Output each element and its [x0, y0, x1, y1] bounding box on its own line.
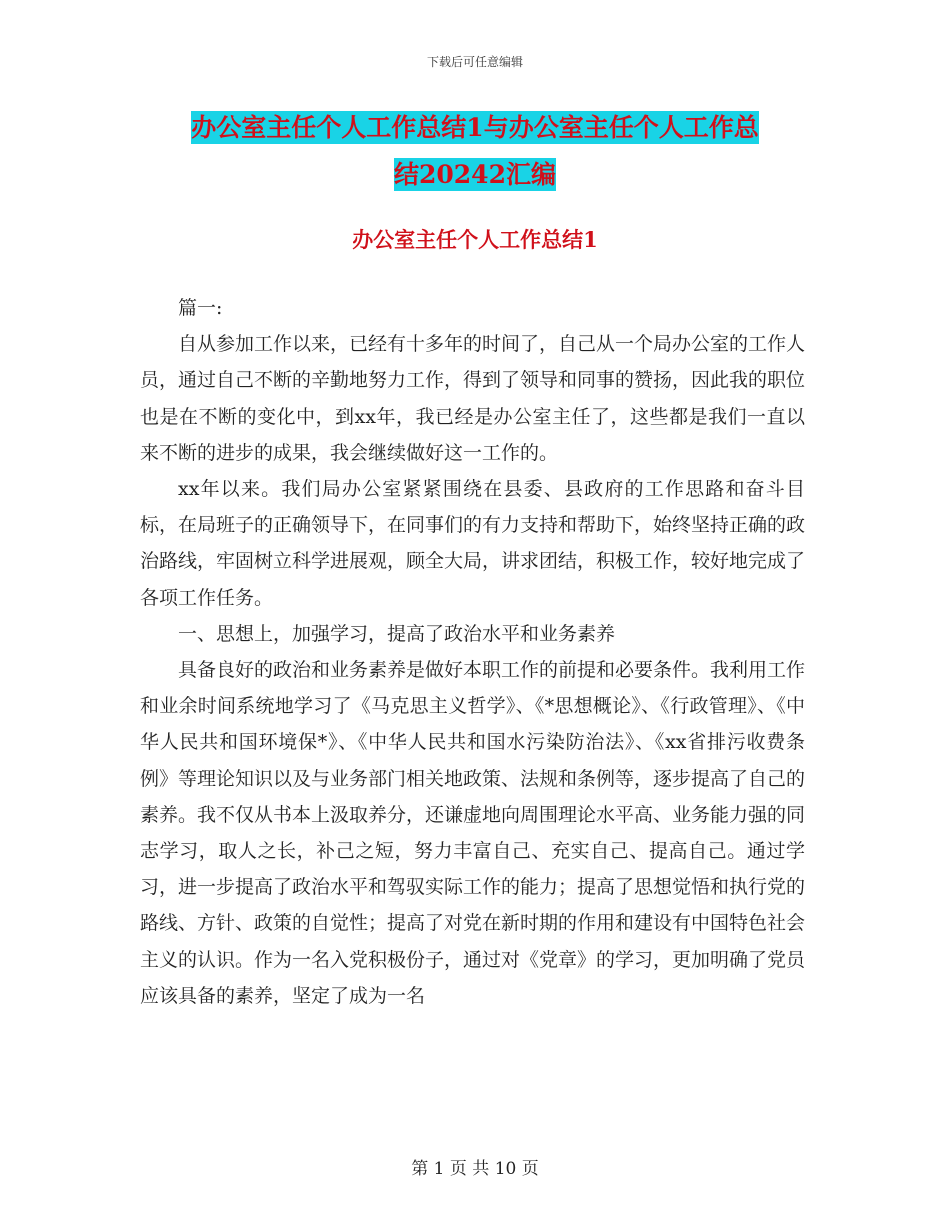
paragraph: 具备良好的政治和业务素养是做好本职工作的前提和必要条件。我利用工作和业余时间系统地学习了《马克思主义哲学》、《*思想概论》、《行政管理》、《中华人民共和国环境保*》、《中华人民共和国水污染防治法》、《xx省排污收费条例》等理论知识以及与业务部门相关地政策、法规和条例等，逐步提高了自己的素养。我不仅从书本上汲取养分，还谦虚地向周围理论水平高、业务能力强的同志学习，取人之长，补己之短，努力丰富自己、充实自己、提高自己。通过学习，进一步提高了政治水平和驾驭实际工作的能力；提高了思想觉悟和执行党的路线、方针、政策的自觉性；提高了对党在新时期的作用和建设有中国特色社会主义的认识。作为一名入党积极份子，通过对《党章》的学习，更加明确了党员应该具备的素养，坚定了成为一名 [140, 659, 806, 1007]
document-title-text-1: 办公室主任个人工作总结1与办公室主任个人工作总 [191, 113, 759, 142]
paragraph: 篇一: [178, 297, 223, 319]
paragraph: xx年以来。我们局办公室紧紧围绕在县委、县政府的工作思路和奋斗目标，在局班子的正确领导下，在同事们的有力支持和帮助下，始终坚持正确的政治路线，牢固树立科学进展观，顾全大局，讲求团结，积极工作，较好地完成了各项工作任务。 [140, 478, 806, 609]
section-title: 办公室主任个人工作总结1 [352, 227, 598, 252]
document-title-line-1 [140, 104, 810, 152]
document-title-text-2: 结20242汇编 [394, 160, 556, 189]
header-note: 下载后可任意编辑 [426, 55, 523, 69]
paragraph: 一、思想上，加强学习，提高了政治水平和业务素养 [178, 622, 616, 645]
document-title-line-2 [140, 151, 810, 199]
paragraph: 自从参加工作以来，已经有十多年的时间了，自己从一个局办公室的工作人员，通过自己不断的辛勤地努力工作，得到了领导和同事的赞扬，因此我的职位也是在不断的变化中，到xx年，我已经是办公室主任了，这些都是我们一直以来不断的进步的成果，我会继续做好这一工作的。 [140, 333, 806, 464]
page-number-footer: 第 1 页 共 10 页 [411, 1159, 539, 1179]
body-text [140, 290, 805, 1014]
